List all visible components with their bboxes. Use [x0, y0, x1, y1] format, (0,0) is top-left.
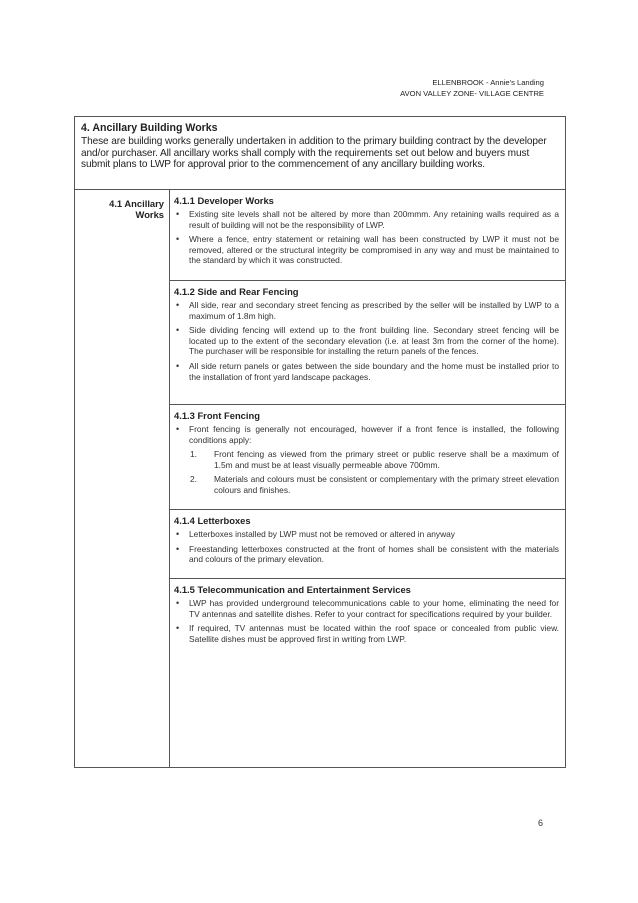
section-title: 4. Ancillary Building Works: [81, 122, 218, 134]
item-title: 4.1.3 Front Fencing: [174, 410, 260, 421]
item-title: 4.1.4 Letterboxes: [174, 515, 251, 526]
subsection-label-column: [75, 190, 170, 767]
bullet-list: [174, 598, 559, 644]
item-number: 1.: [190, 449, 197, 460]
list-item: • Letterboxes installed by LWP must not be removed or altered in anyway: [174, 529, 559, 540]
item-telecommunication-services: [169, 579, 565, 767]
page-header: [400, 77, 544, 99]
list-item: • If required, TV antennas must be located within the roof space or concealed from public view. Satellite dishes must be approved first in writing from LWP.: [174, 623, 559, 644]
bullet-list: [174, 209, 559, 266]
list-item: • All side return panels or gates between the side boundary and the home must be installed prior to the installation of front yard landscape packages.: [174, 361, 559, 382]
subsection-label-line-1: 4.1 Ancillary: [109, 198, 164, 209]
item-developer-works: [169, 190, 565, 281]
page-number: 6: [538, 818, 544, 828]
item-text: Materials and colours must be consistent or complementary with the primary street elevation colours and finishes.: [214, 474, 559, 495]
list-item: • Existing site levels shall not be altered by more than 200mmm. Any retaining walls required as a result of building will not be the responsibility of LWP.: [174, 209, 559, 230]
item-side-rear-fencing: [169, 281, 565, 405]
list-item: • LWP has provided underground telecommunications cable to your home, eliminating the need for TV antennas and satellite dishes. Refer to your contract for specifications required by your builder.: [174, 598, 559, 619]
header-line-2: AVON VALLEY ZONE- VILLAGE CENTRE: [400, 89, 544, 98]
subsection-label: [75, 190, 169, 220]
item-text: Front fencing as viewed from the primary street or public reserve shall be a maximum of 1.5m and must be at least visually permeable above 700mm.: [214, 449, 559, 470]
item-title: 4.1.1 Developer Works: [174, 195, 274, 206]
item-title: 4.1.2 Side and Rear Fencing: [174, 286, 299, 297]
bullet-list: [174, 424, 559, 445]
list-item: • Front fencing is generally not encouraged, however if a front fence is installed, the following conditions apply:: [174, 424, 559, 445]
ancillary-works-table: [74, 116, 566, 768]
list-item: • Where a fence, entry statement or retaining wall has been constructed by LWP it must not be removed, altered or the structural integrity be compromised in any way and must be maintained to the standard by which it was constructed.: [174, 234, 559, 266]
subsection-label-line-2: Works: [135, 209, 164, 220]
bullet-list: [174, 300, 559, 382]
section-intro-text: These are building works generally undertaken in addition to the primary building contract by the developer and/or purchaser. All ancillary works shall comply with the requirements set out below and buyers must submit plans to LWP for approval prior to the commencement of any ancillary building works.: [81, 136, 547, 171]
header-line-1: ELLENBROOK - Annie's Landing: [432, 78, 544, 87]
list-item: • Freestanding letterboxes constructed at the front of homes shall be consistent with the materials and colours of the primary elevation.: [174, 544, 559, 565]
bullet-list: [174, 529, 559, 565]
numbered-item: [174, 449, 559, 470]
list-item: • All side, rear and secondary street fencing as prescribed by the seller will be installed by LWP to a maximum of 1.8m high.: [174, 300, 559, 321]
numbered-item: [174, 474, 559, 495]
table-rows: [75, 190, 565, 767]
section-intro: [75, 117, 565, 190]
item-front-fencing: [169, 405, 565, 510]
numbered-list: [174, 449, 559, 495]
item-letterboxes: [169, 510, 565, 579]
list-item: • Side dividing fencing will extend up to the front building line. Secondary street fencing will be located up to the extent of the secondary elevation (i.e. at least 3m from the corner of the home). The purchaser will be responsible for installing the return panels of the fences.: [174, 325, 559, 357]
item-title: 4.1.5 Telecommunication and Entertainment Services: [174, 584, 411, 595]
item-number: 2.: [190, 474, 197, 485]
